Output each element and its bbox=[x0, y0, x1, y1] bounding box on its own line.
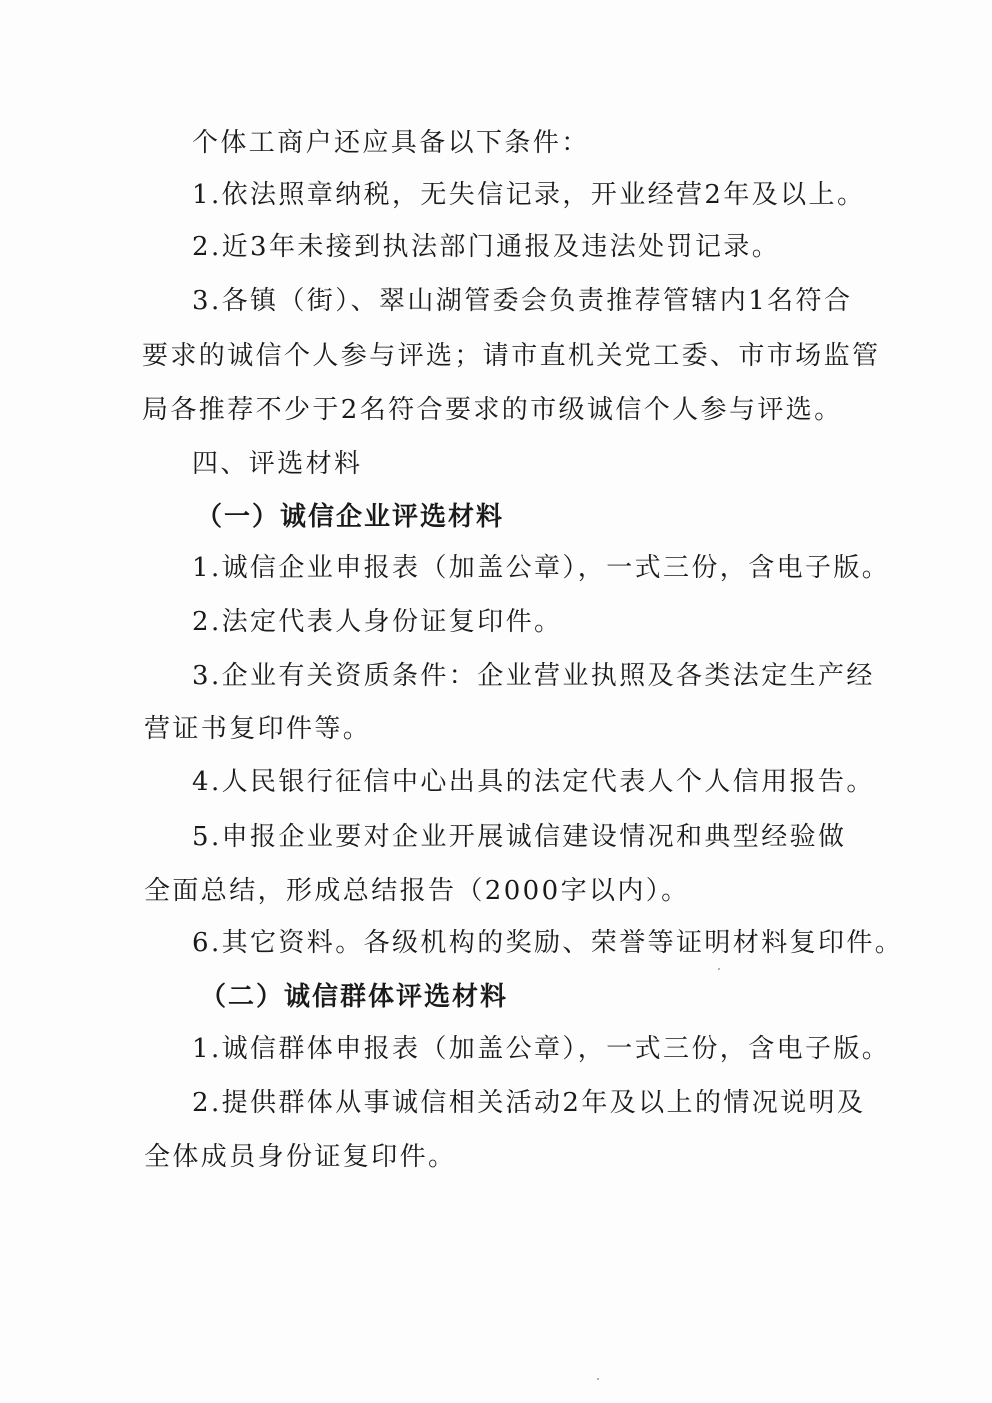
list-item: 2.提供群体从事诚信相关活动2年及以上的情况说明及 bbox=[192, 1088, 866, 1118]
list-item: 5.申报企业要对企业开展诚信建设情况和典型经验做 bbox=[192, 822, 847, 852]
paragraph-line: 全体成员身份证复印件。 bbox=[144, 1142, 457, 1172]
paragraph-line: 个体工商户还应具备以下条件： bbox=[192, 128, 590, 158]
list-item: 1.诚信群体申报表（加盖公章），一式三份，含电子版。 bbox=[192, 1034, 891, 1064]
scan-speck bbox=[597, 1378, 599, 1380]
subsection-heading: （一）诚信企业评选材料 bbox=[196, 502, 505, 532]
list-item: 4.人民银行征信中心出具的法定代表人个人信用报告。 bbox=[192, 767, 875, 797]
paragraph-line: 要求的诚信个人参与评选；请市直机关党工委、市市场监管 bbox=[142, 341, 881, 371]
list-item: 2.近3年未接到执法部门通报及违法处罚记录。 bbox=[192, 232, 781, 262]
scan-speck bbox=[718, 968, 720, 970]
list-item: 3.各镇（街）、翠山湖管委会负责推荐管辖内1名符合 bbox=[192, 286, 853, 316]
section-heading: 四、评选材料 bbox=[192, 449, 363, 479]
list-item: 6.其它资料。各级机构的奖励、荣誉等证明材料复印件。 bbox=[192, 928, 904, 958]
list-item: 3.企业有关资质条件：企业营业执照及各类法定生产经 bbox=[192, 661, 875, 691]
paragraph-line: 局各推荐不少于2名符合要求的市级诚信个人参与评选。 bbox=[142, 395, 843, 425]
paragraph-line: 全面总结，形成总结报告（2000字以内）。 bbox=[144, 876, 690, 906]
list-item: 1.依法照章纳税，无失信记录，开业经营2年及以上。 bbox=[192, 180, 866, 210]
list-item: 2.法定代表人身份证复印件。 bbox=[192, 607, 563, 637]
list-item: 1.诚信企业申报表（加盖公章），一式三份，含电子版。 bbox=[192, 553, 891, 583]
subsection-heading: （二）诚信群体评选材料 bbox=[200, 982, 509, 1012]
paragraph-line: 营证书复印件等。 bbox=[144, 714, 372, 744]
